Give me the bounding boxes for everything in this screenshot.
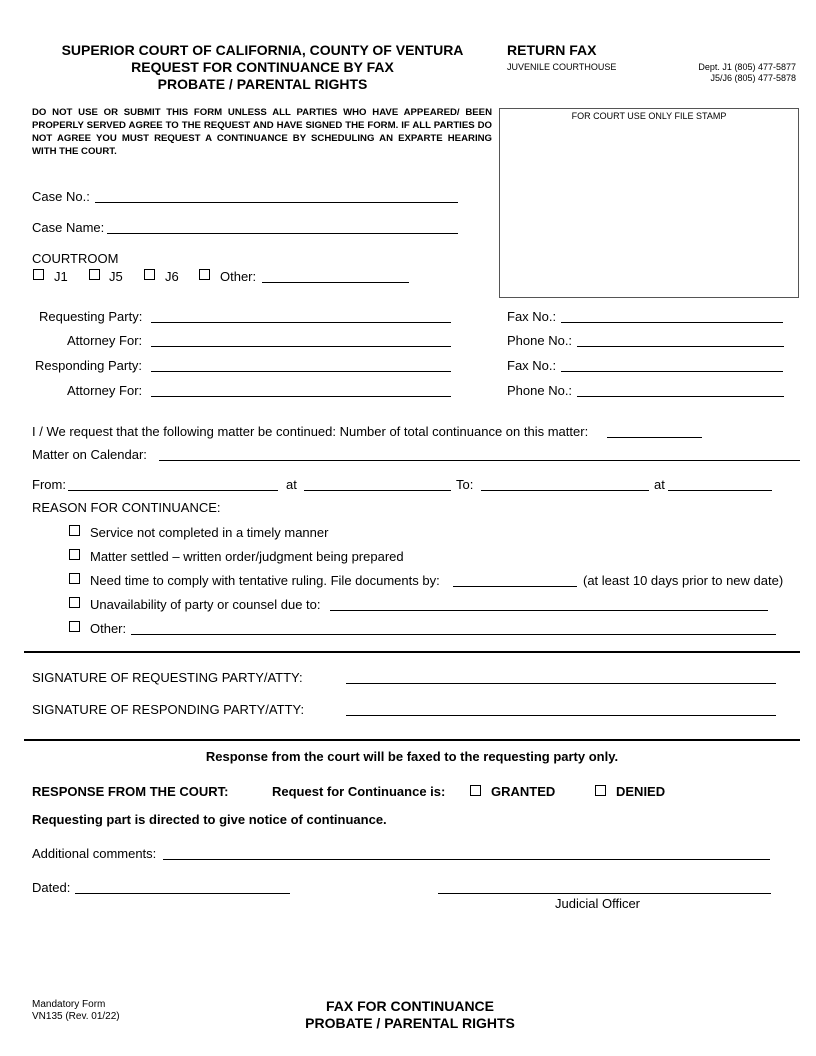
requesting-party-label: Requesting Party: xyxy=(39,309,143,324)
return-fax-location: JUVENILE COURTHOUSE xyxy=(507,62,617,72)
requesting-attorney-field[interactable] xyxy=(151,346,451,347)
continuance-statement: I / We request that the following matter be continued: Number of total continuance on this matter: xyxy=(32,424,589,439)
unavailability-reason-field[interactable] xyxy=(330,610,768,611)
to-time-field[interactable] xyxy=(668,490,772,491)
case-name-field[interactable] xyxy=(107,233,458,234)
requesting-party-field[interactable] xyxy=(151,322,451,323)
form-subtitle: PROBATE / PARENTAL RIGHTS xyxy=(157,76,368,92)
requesting-fax-field[interactable] xyxy=(561,322,783,323)
courtroom-j5-label: J5 xyxy=(109,269,123,284)
reason-other-field[interactable] xyxy=(131,634,776,635)
form-title: REQUEST FOR CONTINUANCE BY FAX xyxy=(131,59,394,75)
judicial-officer-label: Judicial Officer xyxy=(555,896,641,911)
responding-phone-field[interactable] xyxy=(577,396,784,397)
from-label: From: xyxy=(32,477,66,492)
requesting-phone-field[interactable] xyxy=(577,346,784,347)
court-name: SUPERIOR COURT OF CALIFORNIA, COUNTY OF VENTURA xyxy=(61,42,464,58)
form-number: VN135 (Rev. 01/22) xyxy=(32,1011,120,1022)
requesting-phone-label: Phone No.: xyxy=(507,333,573,348)
reason-heading: REASON FOR CONTINUANCE: xyxy=(32,500,221,515)
reason-comply-checkbox[interactable] xyxy=(69,573,80,584)
requesting-attorney-label: Attorney For: xyxy=(67,333,143,348)
to-at-label: at xyxy=(654,477,665,492)
reason-other-label: Other: xyxy=(90,621,127,636)
return-fax-title: RETURN FAX xyxy=(507,42,597,58)
dated-label: Dated: xyxy=(32,880,71,895)
responding-signature-label: SIGNATURE OF RESPONDING PARTY/ATTY: xyxy=(32,702,305,717)
denied-label: DENIED xyxy=(616,784,666,799)
requesting-fax-label: Fax No.: xyxy=(507,309,557,324)
section-divider-2 xyxy=(24,739,800,741)
responding-phone-label: Phone No.: xyxy=(507,383,573,398)
footer-title-2: PROBATE / PARENTAL RIGHTS xyxy=(305,1015,515,1031)
requesting-signature-field[interactable] xyxy=(346,683,776,684)
mandatory-form-label: Mandatory Form xyxy=(32,999,106,1010)
courtroom-other-checkbox[interactable] xyxy=(199,269,210,280)
total-continuances-field[interactable] xyxy=(607,437,702,438)
reason-service-label: Service not completed in a timely manner xyxy=(90,525,329,540)
file-documents-by-field[interactable] xyxy=(453,586,577,587)
additional-comments-field[interactable] xyxy=(163,859,770,860)
matter-on-calendar-field[interactable] xyxy=(159,460,800,461)
responding-fax-label: Fax No.: xyxy=(507,358,557,373)
courtroom-j1-checkbox[interactable] xyxy=(33,269,44,280)
case-no-label: Case No.: xyxy=(32,189,90,204)
matter-on-calendar-label: Matter on Calendar: xyxy=(32,447,147,462)
courtroom-j5-checkbox[interactable] xyxy=(89,269,100,280)
responding-attorney-label: Attorney For: xyxy=(67,383,143,398)
denied-checkbox[interactable] xyxy=(595,785,606,796)
courtroom-j1-label: J1 xyxy=(54,269,68,284)
granted-label: GRANTED xyxy=(491,784,556,799)
responding-party-field[interactable] xyxy=(151,371,451,372)
responding-attorney-field[interactable] xyxy=(151,396,451,397)
reason-unavailability-checkbox[interactable] xyxy=(69,597,80,608)
dept-j1-phone: Dept. J1 (805) 477-5877 xyxy=(698,62,796,72)
additional-comments-label: Additional comments: xyxy=(32,846,157,861)
to-label: To: xyxy=(456,477,474,492)
responding-fax-field[interactable] xyxy=(561,371,783,372)
responding-signature-field[interactable] xyxy=(346,715,776,716)
courtroom-j6-checkbox[interactable] xyxy=(144,269,155,280)
from-date-field[interactable] xyxy=(68,490,278,491)
granted-checkbox[interactable] xyxy=(470,785,481,796)
case-name-label: Case Name: xyxy=(32,220,105,235)
fax-notice: Response from the court will be faxed to the requesting party only. xyxy=(205,749,619,764)
courtroom-other-label: Other: xyxy=(220,269,257,284)
dept-j5j6-phone: J5/J6 (805) 477-5878 xyxy=(710,73,796,83)
reason-comply-label: Need time to comply with tentative ruling. File documents by: xyxy=(90,573,440,588)
footer-title-1: FAX FOR CONTINUANCE xyxy=(326,998,494,1014)
request-is-label: Request for Continuance is: xyxy=(272,784,446,799)
responding-party-label: Responding Party: xyxy=(35,358,142,373)
courtroom-other-field[interactable] xyxy=(262,282,409,283)
warning-text: DO NOT USE OR SUBMIT THIS FORM UNLESS ALL PARTIES WHO HAVE APPEARED/ BEEN PROPERLY SERVED AGREE TO THE REQUEST AND HAVE SIGNED THE FORM. IF ALL PARTIES DO NOT AGREE YOU MUST REQUEST A CONTINUANCE BY SCHEDULING AN EXPARTE HEARING WITH THE COURT. xyxy=(32,107,492,157)
reason-comply-note: (at least 10 days prior to new date) xyxy=(583,573,784,588)
judicial-officer-signature-field[interactable] xyxy=(438,893,771,894)
reason-service-checkbox[interactable] xyxy=(69,525,80,536)
to-date-field[interactable] xyxy=(481,490,649,491)
courtroom-j6-label: J6 xyxy=(165,269,179,284)
case-no-field[interactable] xyxy=(95,202,458,203)
file-stamp-box xyxy=(499,108,799,298)
requesting-signature-label: SIGNATURE OF REQUESTING PARTY/ATTY: xyxy=(32,670,303,685)
dated-field[interactable] xyxy=(75,893,290,894)
court-response-heading: RESPONSE FROM THE COURT: xyxy=(32,784,229,799)
reason-unavailability-label: Unavailability of party or counsel due to: xyxy=(90,597,321,612)
from-time-field[interactable] xyxy=(304,490,451,491)
reason-settled-checkbox[interactable] xyxy=(69,549,80,560)
courtroom-label: COURTROOM xyxy=(32,251,119,266)
file-stamp-label: FOR COURT USE ONLY FILE STAMP xyxy=(571,111,727,121)
from-at-label: at xyxy=(286,477,297,492)
reason-settled-label: Matter settled – written order/judgment being prepared xyxy=(90,549,404,564)
notice-directive: Requesting part is directed to give notice of continuance. xyxy=(32,812,387,827)
section-divider-1 xyxy=(24,651,800,653)
reason-other-checkbox[interactable] xyxy=(69,621,80,632)
